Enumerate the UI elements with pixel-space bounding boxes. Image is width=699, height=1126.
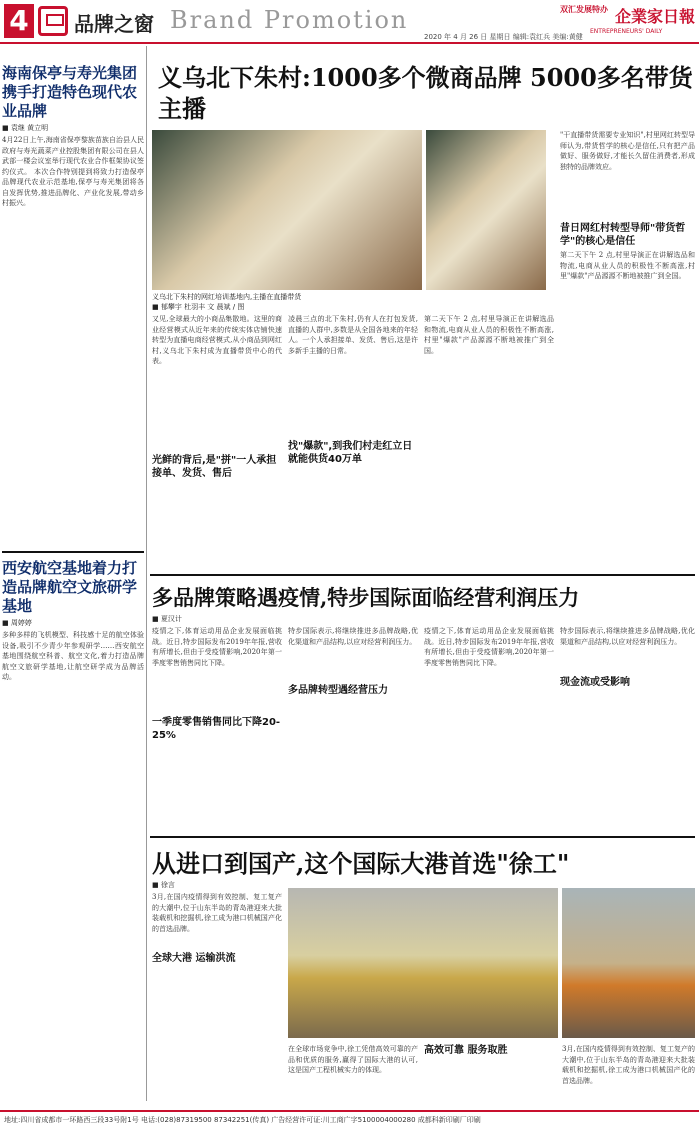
third-para-2: 在全球市场竞争中,徐工凭借高效可靠的产品和优质的服务,赢得了国际大港的认可,这是国产工程机械实力的体现。 (288, 1045, 418, 1074)
second-subhead-1: 一季度零售销售同比下降20-25% (152, 717, 281, 741)
lead-para-4: "干直播带货需要专业知识",村里网红转型导师认为,带货哲学的核心是信任,只有把产品做好、服务做好,才能长久留住消费者,形成独特的品牌效应。 (560, 131, 695, 171)
divider-second (150, 574, 695, 576)
article-body-xian: 多种多样的飞机模型、科技感十足的航空体验设备,吸引不少青少年参观研学……西安航空基地围绕航空科普、航空文化,着力打造品牌航空文旅研学基地,让航空研学成为品牌活动。 (2, 631, 144, 681)
third-headline: 从进口到国产,这个国际大港首选"徐工" (152, 849, 570, 878)
photo-trucks (562, 888, 695, 1038)
lead-para-1: 又见,全球最大的小商品集散地。这里的商业经营模式从近年来的传统实体店铺快速转型为直播电商经营模式,从小商品到网红村,义乌北下朱村成为直播带货中心的代表。 (152, 315, 282, 365)
second-subhead-3: 现金流或受影响 (560, 677, 630, 688)
left-column (2, 46, 144, 1070)
lead-para-4b: 第二天下午 2 点,村里导演正在讲解选品和物流,电商从业人员的积极性不断高涨,村里"爆款"产品源源不断地被推广到全国。 (560, 251, 695, 280)
third-para-1: 3月,在国内疫情得到有效控制、复工复产的大潮中,位于山东半岛的青岛港迎来大批装载机和挖掘机,徐工成为港口机械国产化的首选品牌。 (152, 893, 282, 933)
lead-para-2: 凌晨三点的北下朱村,仍有人在打包发货,直播的人群中,多数是从全国各地来的年轻人。一个人承担接单、发货、售后,这是许多新手主播的日常。 (288, 315, 418, 355)
byline-hainan: ■ 袁继 黄立明 (2, 124, 49, 132)
third-subhead-1: 全球大港 运输洪流 (152, 953, 236, 964)
second-subhead-2: 多品牌转型遇经营压力 (288, 685, 388, 696)
page-number: 4 (4, 4, 34, 38)
photo-loaders (288, 888, 558, 1038)
lead-headline: 义乌北下朱村:1000多个微商品牌 5000多名带货主播 (158, 63, 693, 123)
divider-third (150, 836, 695, 838)
second-byline: ■ 夏汉计 (152, 615, 182, 623)
brand-tagline: 双汇发展特办 (560, 5, 608, 14)
byline-xian: ■ 周婷婷 (2, 619, 32, 627)
photo-caption: 义乌北下朱村的网红培训基地内,主播在直播带货 (152, 293, 302, 301)
third-subhead-2: 高效可靠 服务取胜 (424, 1045, 508, 1056)
brand-english: ENTREPRENEURS' DAILY (590, 28, 663, 35)
article-body-hainan: 4月22日上午,海南省保亭黎族苗族自治县人民政府与寿光蔬菜产业控股集团有限公司在县人武部一楼会议室举行现代农业合作框架协议签约仪式。 本次合作特别提到将致力打造保亭品牌现代农业示范基地,保亭与寿光集团将各自发挥优势,推进品牌化、产业化发展,带动乡村振兴。 (2, 136, 144, 207)
lead-subhead-1: 光鲜的背后,是"拼"一人承担接单、发货、售后 (152, 455, 277, 479)
third-para-3: 3月,在国内疫情得到有效控制、复工复产的大潮中,位于山东半岛的青岛港迎来大批装载机和挖掘机,徐工成为港口机械国产化的首选品牌。 (562, 1045, 695, 1085)
article-title-xian: 西安航空基地着力打造品牌航空文旅研学基地 (2, 559, 138, 615)
brand-name: 企業家日報 (614, 7, 695, 26)
masthead (0, 0, 699, 44)
third-byline: ■ 徐言 (152, 881, 175, 889)
section-title-en: Brand Promotion (170, 6, 409, 34)
photo-livestream (152, 130, 422, 290)
second-para-1: 疫情之下,体育运动用品企业发展面临挑战。近日,特步国际发布2019年年报,营收有所增长,但由于受疫情影响,2020年第一季度零售销售同比下降。 (152, 627, 282, 667)
photo-host (426, 130, 546, 290)
lead-subhead-2: 找"爆款",到我们村走红立日就能供货40万单 (288, 441, 413, 465)
second-para-2: 特步国际表示,将继续推进多品牌战略,优化渠道和产品结构,以应对经营利润压力。 (288, 627, 418, 646)
footer: 地址:四川省成都市一环路西三段33号附1号 电话:(028)87319500 87342251(传真) 广告经营许可证:川工商广字5100004000280 成都科新印刷厂印刷 (0, 1110, 699, 1126)
second-para-3: 疫情之下,体育运动用品企业发展面临挑战。近日,特步国际发布2019年年报,营收有所增长,但由于受疫情影响,2020年第一季度零售销售同比下降。 (424, 627, 554, 667)
section-logo-icon (38, 6, 68, 36)
second-headline: 多品牌策略遇疫情,特步国际面临经营利润压力 (152, 585, 580, 610)
lead-byline: ■ 郁攀宇 杜羽丰 文 晨斌 / 图 (152, 303, 245, 311)
article-title-hainan: 海南保亭与寿光集团携手打造特色现代农业品牌 (2, 64, 138, 120)
dateline: 2020 年 4 月 26 日 星期日 编辑:袁红兵 美编:黄健 (424, 33, 583, 41)
column-rule (146, 46, 147, 1101)
section-title-cn: 品牌之窗 (74, 12, 154, 36)
divider (2, 551, 144, 553)
lead-para-3: 第二天下午 2 点,村里导演正在讲解选品和物流,电商从业人员的积极性不断高涨,村里"爆款"产品源源不断地被推广到全国。 (424, 315, 554, 355)
second-para-4: 特步国际表示,将继续推进多品牌战略,优化渠道和产品结构,以应对经营利润压力。 (560, 627, 695, 646)
lead-subhead-3: 昔日网红村转型导师"带货哲学"的核心是信任 (560, 223, 686, 247)
